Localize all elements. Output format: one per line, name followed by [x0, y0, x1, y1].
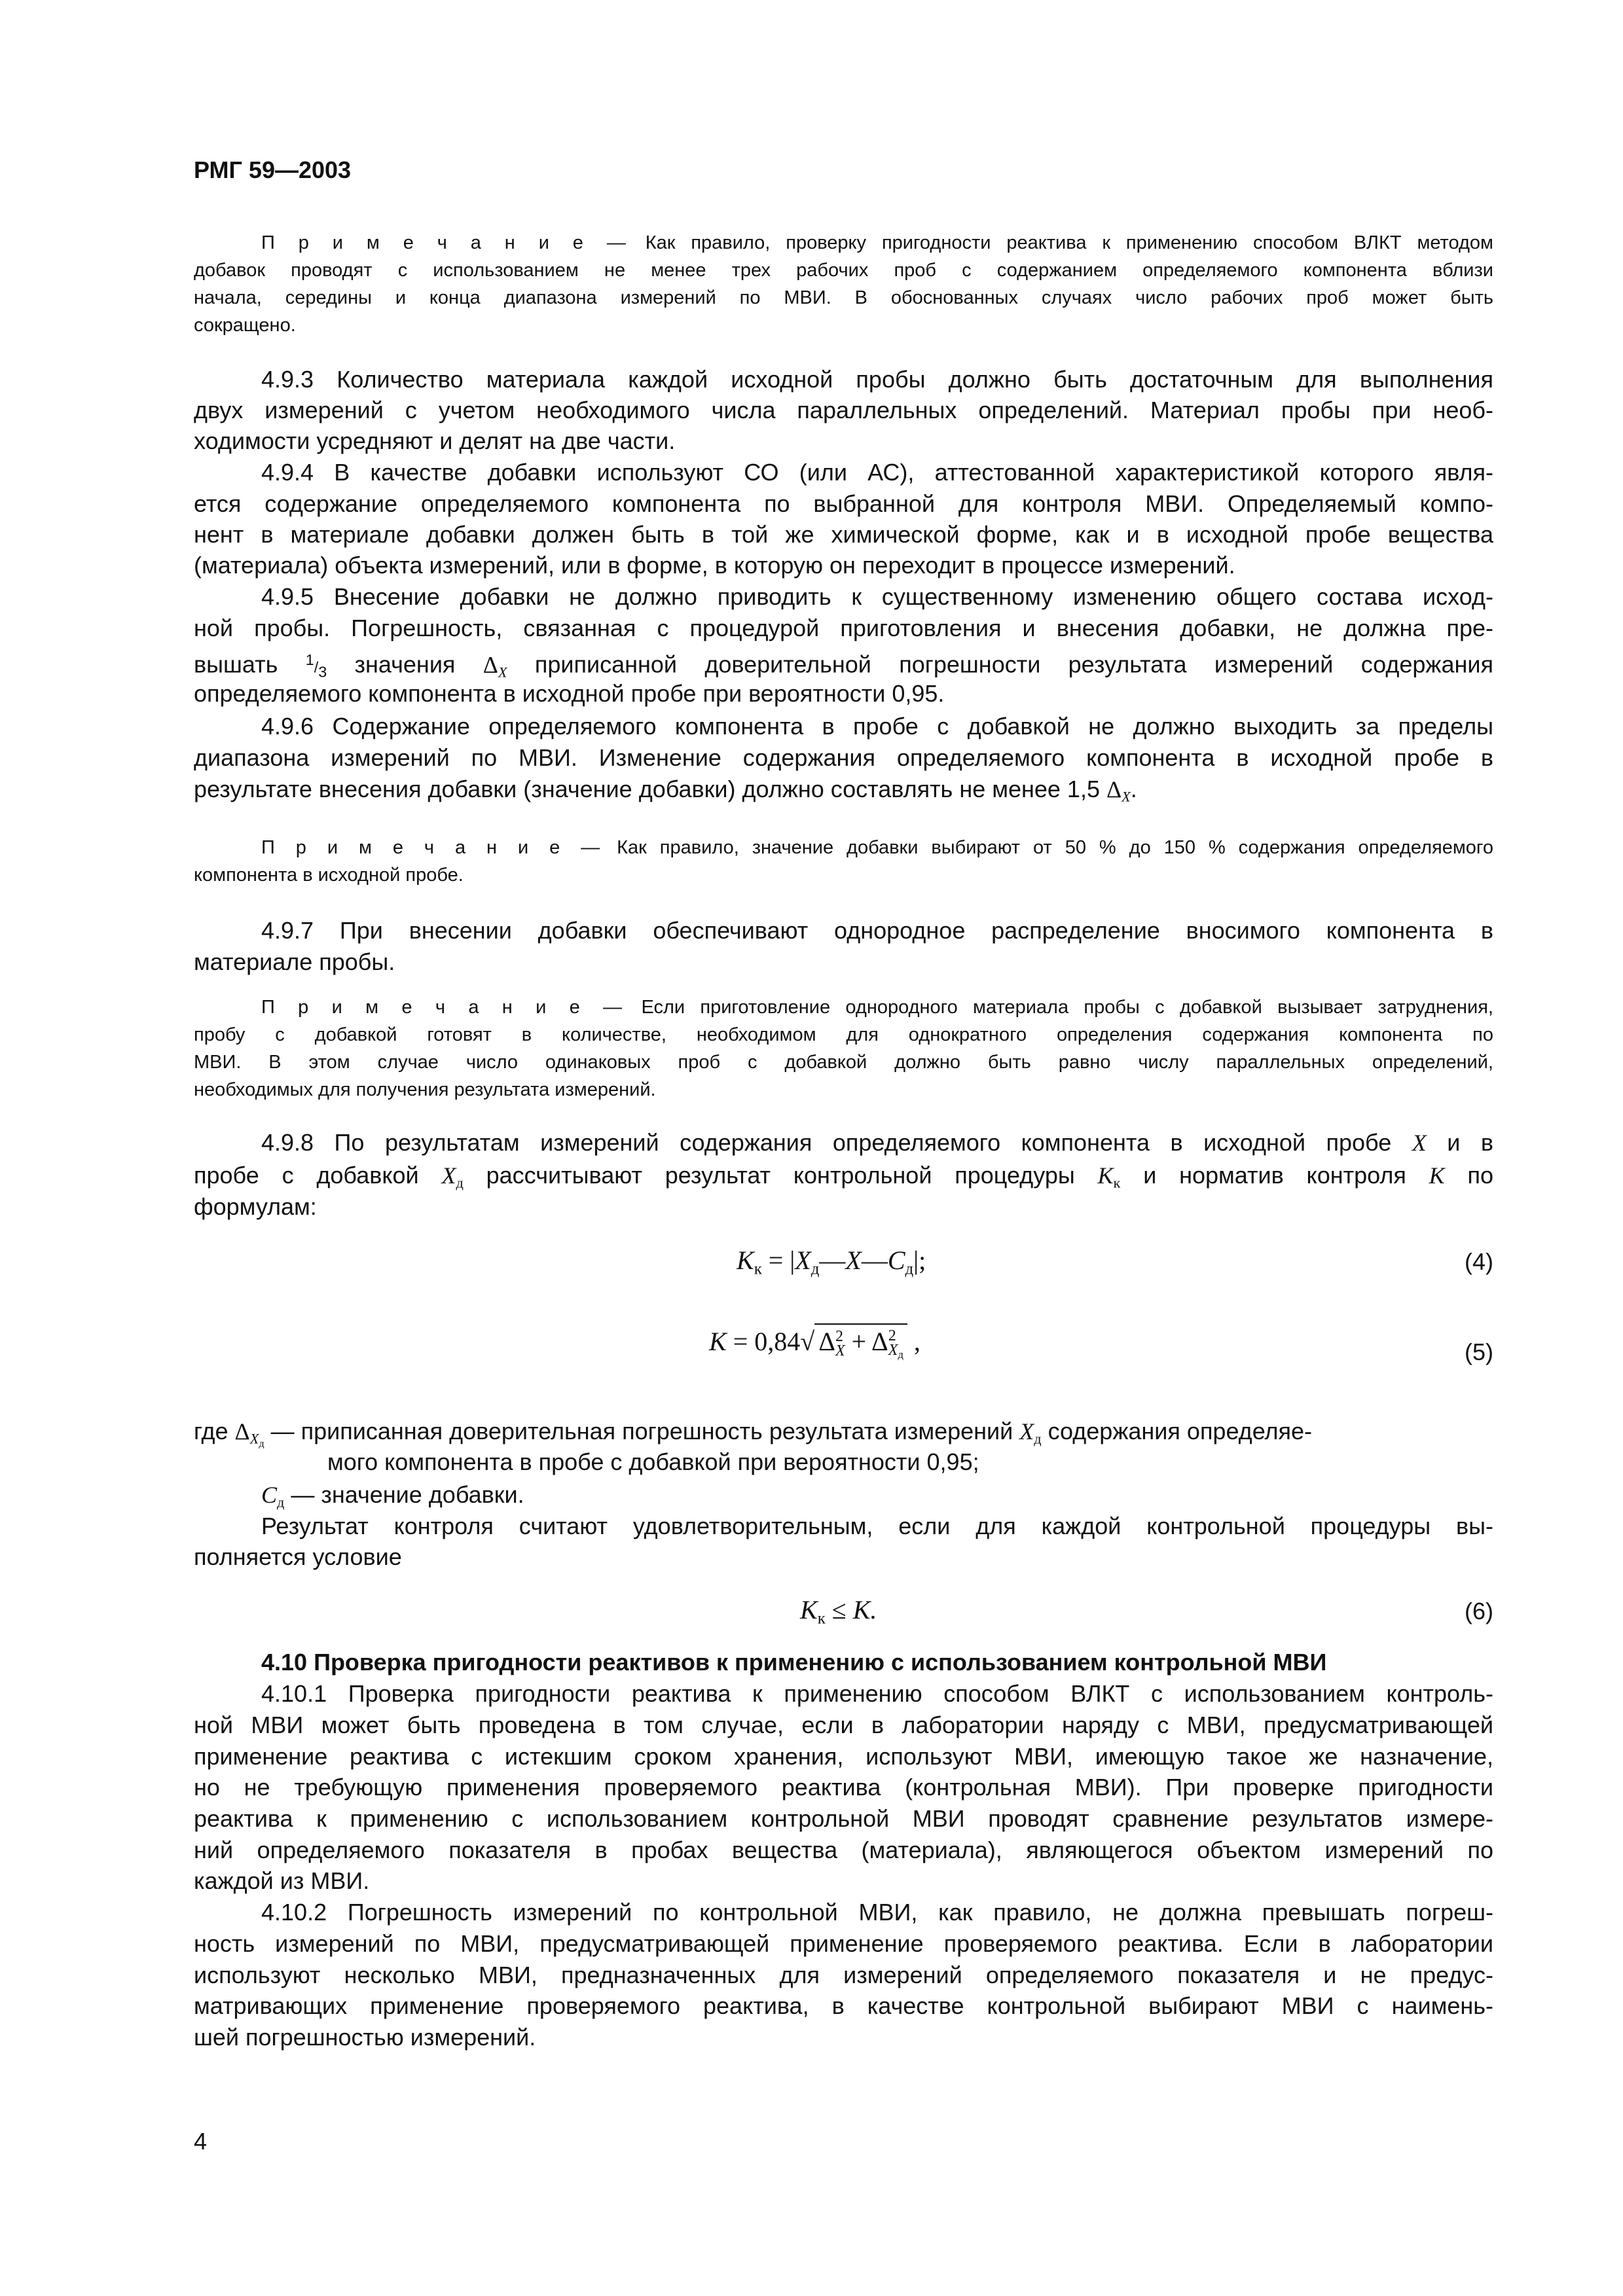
note-1-line-4: сокращено. [194, 315, 296, 336]
para-4-10-2-line-2: ность измерений по МВИ, предусматривающей применение проверяемого реактива. Если в лаборатории [194, 1930, 1493, 1957]
para-4-9-8-line-2: пробе с добавкой $X_д$ рассчитывают результат контрольной процедуры $K_к$ и норматив контроля K по [194, 1162, 1493, 1191]
para-4-9-5-line-1: 4.9.5 Внесение добавки не должно приводить к существенному изменению общего состава исход- [261, 583, 1493, 610]
note-2-label: П р и м е ч а н и е — [261, 837, 604, 858]
equation-number-5: (5) [1465, 1338, 1493, 1365]
note-1-line-1: П р и м е ч а н и е — Как правило, проверку пригодности реактива к применению способом ВЛКТ методом [261, 232, 1493, 253]
where-line-2: мого компонента в пробе с добавкой при вероятности 0,95; [327, 1448, 979, 1475]
formula-6: $K_к \le K$. [800, 1595, 877, 1628]
para-4-9-3-line-1: 4.9.3 Количество материала каждой исходной пробы должно быть достаточным для выполнения [261, 366, 1493, 393]
para-4-9-5-line-2: ной пробы. Погрешность, связанная с процедурой приготовления и внесения добавки, не должна пре- [194, 615, 1493, 641]
radical-sign: √ [800, 1327, 815, 1356]
para-4-10-1-line-3: применение реактива с истекшим сроком хранения, используют МВИ, имеющую такое же назначение, [194, 1743, 1493, 1770]
note-2-line-1: П р и м е ч а н и е — Как правило, значение добавки выбирают от 50 % до 150 % содержания определяемого [261, 837, 1493, 858]
where-line-3: $C_д$ — значение добавки. [261, 1481, 524, 1511]
para-4-10-2-line-5: шей погрешностью измерений. [194, 2024, 536, 2051]
para-4-9-3-line-3: ходимости усредняют и делят на две части. [194, 427, 676, 454]
result-line-2: полняется условие [194, 1543, 402, 1570]
delta-symbol: Δ [483, 651, 498, 678]
formula-4: $K_к$ = $|X_д—X—C_д|$; [737, 1246, 926, 1278]
para-4-9-4-line-1: 4.9.4 В качестве добавки используют СО (или АС), аттестованной характеристикой которого явля- [261, 459, 1493, 486]
equation-number-6: (6) [1465, 1598, 1493, 1624]
para-4-9-6-line-3: результате внесения добавки (значение добавки) должно составлять не менее 1,5 ΔX. [194, 776, 1137, 805]
para-4-10-1-line-6: ний определяемого показателя в пробах вещества (материала), являющегося объектом измерений по [194, 1837, 1493, 1863]
para-4-10-1-line-7: каждой из МВИ. [194, 1867, 370, 1894]
para-4-10-2-line-1: 4.10.2 Погрешность измерений по контрольной МВИ, как правило, не должна превышать погреш- [261, 1899, 1493, 1926]
para-4-9-3-line-2: двух измерений с учетом необходимого числа параллельных определений. Материал пробы при необ- [194, 397, 1493, 423]
para-4-9-5-line-3: вышать $^1$/3 значения ΔX приписанной доверительной погрешности результата измерений содержания [194, 651, 1494, 681]
para-4-9-7-line-1: 4.9.7 При внесении добавки обеспечивают однородное распределение вносимого компонента в [261, 917, 1493, 944]
page-number: 4 [194, 2128, 208, 2155]
note-1-label: П р и м е ч а н и е — [261, 232, 630, 253]
result-line-1: Результат контроля считают удовлетворительным, если для каждой контрольной процедуры вы- [261, 1513, 1493, 1539]
where-line-1: где $\Delta X_д$ — приписанная доверительная погрешность результата измерений $X_д$ содержания определяе- [194, 1418, 1313, 1450]
note-2-line-2: компонента в исходной пробе. [194, 865, 464, 886]
para-4-10-1-line-2: ной МВИ может быть проведена в том случае, если в лаборатории наряду с МВИ, предусматривающей [194, 1712, 1493, 1738]
para-4-9-4-line-2: ется содержание определяемого компонента по выбранной для контроля МВИ. Определяемый компо- [194, 490, 1493, 517]
note-3-line-1: П р и м е ч а н и е — Если приготовление однородного материала пробы с добавкой вызывает затруднения, [261, 997, 1493, 1018]
para-4-10-1-line-1: 4.10.1 Проверка пригодности реактива к применению способом ВЛКТ с использованием контроль- [261, 1680, 1493, 1707]
para-4-10-2-line-4: матривающих применение проверяемого реактива, в качестве контрольной выбирают МВИ с наимень- [194, 1992, 1493, 2019]
document-code: РМГ 59—2003 [194, 156, 352, 183]
note-3-line-2: пробу с добавкой готовят в количестве, необходимом для однократного определения содержания компонента по [194, 1024, 1493, 1045]
para-4-9-8-line-3: формулам: [194, 1193, 317, 1220]
para-4-9-6-line-1: 4.9.6 Содержание определяемого компонента в пробе с добавкой не должно выходить за пределы [261, 713, 1493, 740]
para-4-9-6-line-2: диапазона измерений по МВИ. Изменение содержания определяемого компонента в исходной пробе в [194, 744, 1493, 771]
note-1-line-2: добавок проводят с использованием не менее трех рабочих проб с содержанием определяемого компонента вблизи [194, 260, 1493, 281]
para-4-9-7-line-2: материале пробы. [194, 948, 395, 975]
para-4-9-4-line-4: (материала) объекта измерений, или в форме, в которую он переходит в процессе измерений. [194, 552, 1235, 579]
para-4-10-2-line-3: используют несколько МВИ, предназначенных для измерений определяемого показателя и не предус- [194, 1962, 1493, 1988]
para-4-9-5-line-4: определяемого компонента в исходной пробе при вероятности 0,95. [194, 680, 945, 707]
section-4-10-heading: 4.10 Проверка пригодности реактивов к применению с использованием контрольной МВИ [261, 1649, 1327, 1676]
para-4-9-8-line-1: 4.9.8 По результатам измерений содержания определяемого компонента в исходной пробе X и в [261, 1129, 1493, 1156]
note-3-line-4: необходимых для получения результата измерений. [194, 1079, 656, 1100]
para-4-9-4-line-3: нент в материале добавки должен быть в той же химической форме, как и в исходной пробе вещества [194, 521, 1493, 548]
para-4-10-1-line-4: но не требующую применения проверяемого реактива (контрольная МВИ). При проверке пригодности [194, 1774, 1493, 1801]
note-3-line-3: МВИ. В этом случае число одинаковых проб с добавкой должно быть равно числу параллельных определений, [194, 1052, 1493, 1073]
note-1-line-3: начала, середины и конца диапазона измерений по МВИ. В обоснованных случаях число рабочих проб может быть [194, 287, 1493, 308]
note-3-label: П р и м е ч а н и е — [261, 997, 627, 1018]
equation-number-4: (4) [1465, 1248, 1493, 1275]
formula-5: K = 0,84√ Δ 2 X + Δ 2 $X_д$ , [709, 1323, 921, 1359]
para-4-10-1-line-5: реактива к применению с использованием контрольной МВИ проводят сравнение результатов измере- [194, 1805, 1493, 1832]
